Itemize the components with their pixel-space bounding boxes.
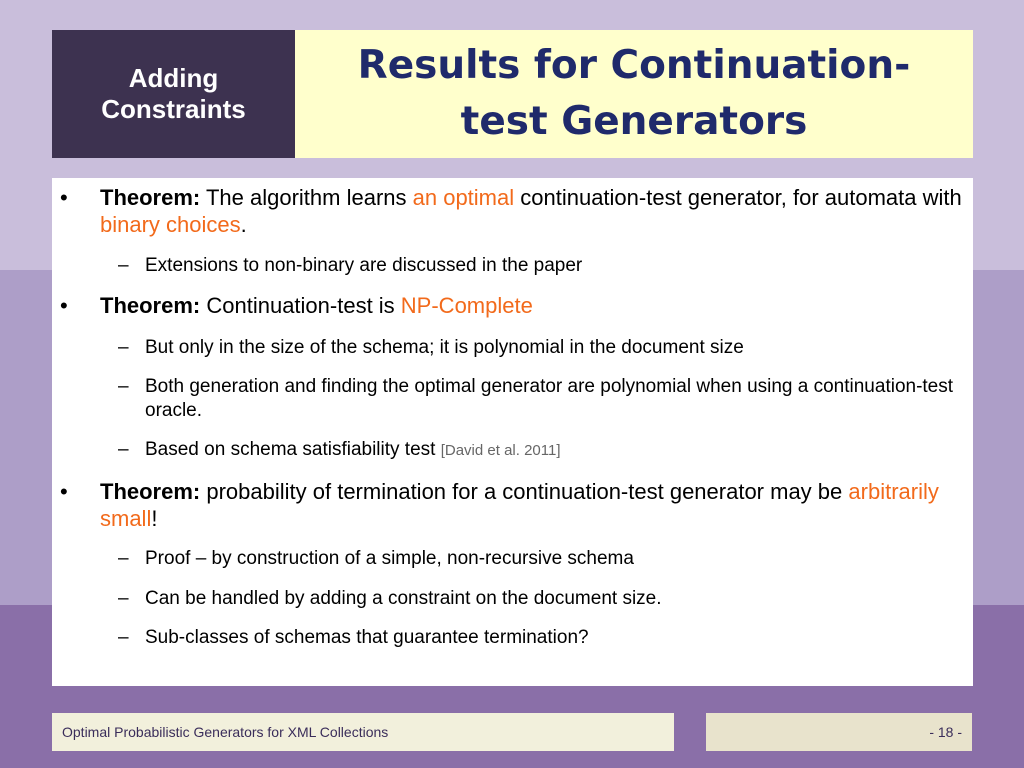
sub-dash: –	[118, 337, 129, 358]
footer-title	[52, 713, 674, 751]
bullet-dot: •	[60, 293, 68, 318]
highlight-text: an optimal	[412, 185, 515, 210]
sub-dash: –	[118, 548, 129, 569]
sub-dash: –	[118, 376, 129, 397]
footer-title-text: Optimal Probabilistic Generators for XML Collections	[62, 724, 389, 740]
content-panel	[52, 178, 973, 686]
slide-title-line1: Results for Continuation-	[357, 43, 911, 88]
bullet-text	[100, 478, 962, 532]
highlight-text: NP-Complete	[400, 293, 533, 318]
section-label-line2: Constraints	[101, 94, 246, 124]
slide-title-box	[295, 30, 973, 158]
sub-dash: –	[118, 588, 129, 609]
sub-text: Can be handled by adding a constraint on the document size.	[145, 588, 662, 609]
bullet-text-part: !	[151, 506, 158, 531]
slide-title	[358, 38, 911, 150]
section-label	[52, 30, 295, 158]
bullet-text-part: The algorithm learns	[200, 185, 413, 210]
bullet-text	[100, 292, 962, 319]
theorem-label: Theorem:	[100, 185, 201, 210]
highlight-text: binary choices	[100, 212, 241, 237]
sub-text: Extensions to non-binary are discussed in the paper	[145, 255, 583, 276]
sub-text: Proof – by construction of a simple, non-recursive schema	[145, 548, 634, 569]
sub-dash: –	[118, 439, 129, 460]
page-number-text: - 18 -	[929, 724, 962, 740]
sub-text	[145, 438, 965, 463]
slide-title-line2: test Generators	[460, 99, 808, 144]
highlight-text: arbitrarily small	[100, 479, 939, 531]
bullet-text-part: .	[240, 212, 247, 237]
bullet-dot: •	[60, 479, 68, 504]
citation: [David et al. 2011]	[440, 442, 561, 459]
sub-dash: –	[118, 627, 129, 648]
theorem-label: Theorem:	[100, 293, 201, 318]
bullet-text-part: Continuation-test is	[200, 293, 401, 318]
sub-text: Sub-classes of schemas that guarantee termination?	[145, 627, 589, 648]
sub-text: But only in the size of the schema; it is polynomial in the document size	[145, 337, 744, 358]
bullet-text-part: probability of termination for a continuation-test generator may be	[200, 479, 849, 504]
bullet-dot: •	[60, 185, 68, 210]
sub-text: Both generation and finding the optimal generator are polynomial when using a continuation-test oracle.	[145, 376, 954, 421]
sub-dash: –	[118, 255, 129, 276]
page-number	[706, 713, 972, 751]
bullet-text	[100, 184, 962, 238]
theorem-label: Theorem:	[100, 479, 201, 504]
section-label-line1: Adding	[128, 63, 219, 93]
bullet-text-part: continuation-test generator, for automata with	[514, 185, 962, 210]
sub-text-part: Based on schema satisfiability test	[145, 439, 441, 460]
